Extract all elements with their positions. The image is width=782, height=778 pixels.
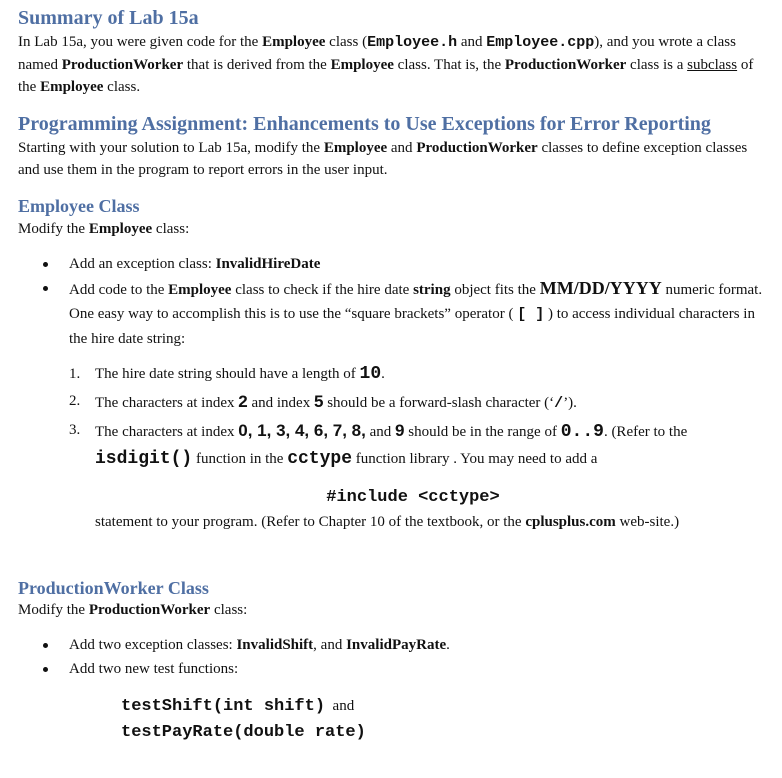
employee-class-heading: Employee Class xyxy=(18,196,140,216)
production-worker-heading: ProductionWorker Class xyxy=(18,577,209,598)
summary-paragraph: In Lab 15a, you were given code for the Employee class (Employee.h and Employee.cpp), and you wrote a class named ProductionWorker that is derived from the Employee class. That is, the ProductionWorker class is a subclass of the Employee class. xyxy=(18,34,754,95)
production-worker-bullet-list xyxy=(18,633,768,681)
employee-class-intro: Modify the Employee class: xyxy=(18,220,190,237)
assignment-heading: Programming Assignment: Enhancements to Use Exceptions for Error Reporting xyxy=(18,113,711,135)
list-item: Add two new test functions: xyxy=(18,657,768,681)
summary-heading: Summary of Lab 15a xyxy=(18,7,199,29)
summary-section xyxy=(18,6,768,98)
test-shift-function: testShift(int shift) and xyxy=(121,697,355,716)
document-page xyxy=(18,6,768,760)
include-note: statement to your program. (Refer to Chapter 10 of the textbook, or the cplusplus.com web-site.) xyxy=(95,513,680,530)
employee-bullet-list xyxy=(18,252,768,351)
assignment-paragraph: Starting with your solution to Lab 15a, modify the Employee and ProductionWorker classes to define exception classes and use them in the program to report errors in the user input. xyxy=(18,140,748,178)
employee-numbered-list xyxy=(18,361,768,473)
employee-class-section xyxy=(18,195,768,533)
test-payrate-function: testPayRate(double rate) xyxy=(121,723,366,742)
list-item: 2. The characters at index 2 and index 5 should be a forward-slash character (‘/’). xyxy=(69,391,577,412)
production-worker-intro: Modify the ProductionWorker class: xyxy=(18,602,248,618)
include-statement: #include <cctype> xyxy=(326,487,500,507)
test-functions xyxy=(18,693,768,746)
production-worker-section xyxy=(18,577,768,747)
list-item: 1. The hire date string should have a length of 10. xyxy=(69,363,385,384)
list-item: Add two exception classes: InvalidShift, and InvalidPayRate. xyxy=(18,633,768,657)
list-item: 3. The characters at index 0, 1, 3, 4, 6, 7, 8, and 9 should be in the range of 0..9. (Refer to the isdigit() function in the cctype function library . You may need to add a xyxy=(69,420,688,469)
list-item: Add an exception class: InvalidHireDate xyxy=(18,252,768,276)
assignment-section xyxy=(18,112,768,181)
list-item: Add code to the Employee class to check if the hire date string object fits the MM/DD/YYYY numeric format. One easy way to accomplish this is to use the “square brackets” operator ( [ ] ) to access individual characters in the hire date string: xyxy=(18,276,768,351)
